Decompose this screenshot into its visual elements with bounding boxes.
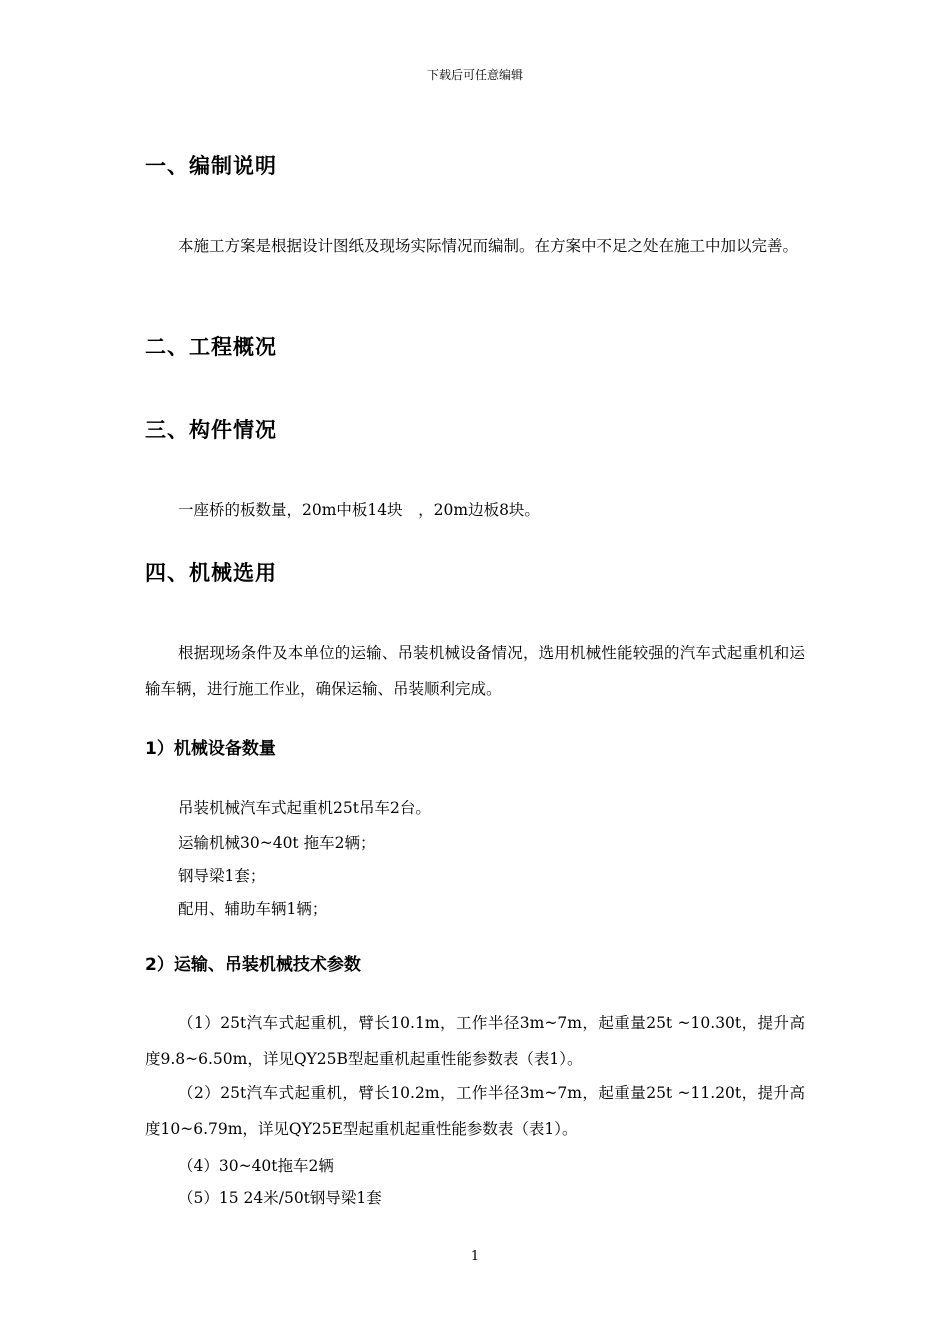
subsection-title-2: 2）运输、吊装机械技术参数 <box>145 955 361 975</box>
tech-param-paragraph-2: （2）25t汽车式起重机，臂长10.2m，工作半径3m~7m，起重量25t ~11.20t，提升高度10~6.79m，详见QY25E型起重机起重性能参数表（表1）。 <box>145 1084 805 1138</box>
list-item: 钢导梁1套； <box>178 867 266 885</box>
section-title-3: 三、构件情况 <box>145 418 277 442</box>
section-title-4: 四、机械选用 <box>145 561 277 585</box>
section-3-paragraph: 一座桥的板数量，20m中板14块 ，20m边板8块。 <box>178 501 540 519</box>
section-1-paragraph: 本施工方案是根据设计图纸及现场实际情况而编制。在方案中不足之处在施工中加以完善。 <box>178 237 799 255</box>
page-number: 1 <box>470 1249 480 1264</box>
list-item: 吊装机械汽车式起重机25t吊车2台。 <box>178 799 431 817</box>
list-item: （4）30~40t拖车2辆 <box>178 1157 334 1175</box>
list-item: 配用、辅助车辆1辆； <box>178 900 328 918</box>
list-item: （5）15 24米/50t钢导梁1套 <box>178 1189 382 1207</box>
tech-param-paragraph-1: （1）25t汽车式起重机，臂长10.1m，工作半径3m~7m，起重量25t ~10.30t，提升高度9.8~6.50m，详见QY25B型起重机起重性能参数表（表1）。 <box>145 1014 805 1068</box>
section-4-paragraph: 根据现场条件及本单位的运输、吊装机械设备情况，选用机械性能较强的汽车式起重机和运输车辆，进行施工作业，确保运输、吊装顺利完成。 <box>145 644 805 698</box>
section-title-2: 二、工程概况 <box>145 335 277 359</box>
section-title-1: 一、编制说明 <box>145 154 277 178</box>
page-header: 下载后可任意编辑 <box>426 68 523 82</box>
subsection-title-1: 1）机械设备数量 <box>145 739 276 759</box>
list-item: 运输机械30~40t 拖车2辆； <box>178 834 376 852</box>
